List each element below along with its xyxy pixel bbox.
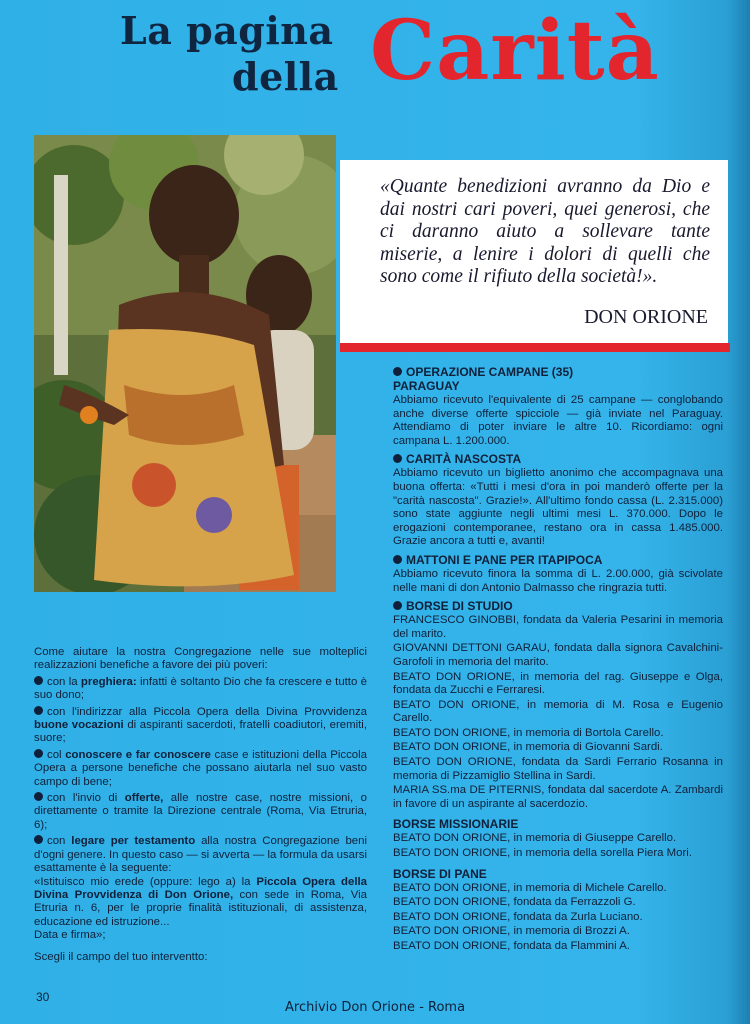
bullet-icon [34, 676, 43, 685]
list-item: FRANCESCO GINOBBI, fondata da Valeria Pesarini in memoria del marito. [393, 614, 723, 640]
quote-box [340, 160, 728, 343]
section-body: Abbiamo ricevuto un biglietto anonimo che accompagnava una buona offerta: «Tutti i mesi d'ora in poi manderò offerte per la "carità nascosta". Grazie!». All'ultimo fondo cassa (L. 2.315.000) sono state aggiunte negli ultimi mesi L. 370.000. Dopo le erogazioni contemporanee, restano ora in cassa 1.485.000. Grazie ancora a tutti e, avanti! [393, 467, 723, 548]
list-item: BEATO DON ORIONE, fondata da Ferrazzoli G. [393, 896, 636, 909]
bullet-icon [34, 706, 43, 715]
bullet-icon [34, 749, 43, 758]
closing-text: Scegli il campo del tuo interventto: [34, 950, 208, 963]
section-body: Abbiamo ricevuto l'equivalente di 25 campane — conglobando anche diverse offerte spicciole — già inviate nel Paraguay. Attendiamo di poter inviare le altre 10. Ricordiamo: ogni campana L. 1.200.000. [393, 394, 723, 447]
list-item: MARIA SS.ma DE PITERNIS, fondata dal sacerdote A. Zambardi in favore di un aspirante al sacerdozio. [393, 784, 723, 810]
section-mattoni [393, 553, 723, 595]
children-photo [34, 135, 336, 592]
bullet-icon [393, 555, 402, 564]
header-title-carita: Carità [370, 3, 660, 99]
way-vocations: con l'indirizzar alla Piccola Opera della Divina Provvidenza buone vocazioni di aspiranti sacerdoti, fratelli coadiutori, eremiti, suore; [34, 705, 368, 745]
list-item: GIOVANNI DETTONI GARAU, fondata dalla signora Cavalchini-Garofoli in memoria del marito. [393, 642, 723, 668]
section-borse-pane [393, 867, 723, 954]
list-item: BEATO DON ORIONE, in memoria della sorella Piera Mori. [393, 847, 692, 860]
section-title: BORSE DI PANE [393, 866, 487, 881]
section-title: OPERAZIONE CAMPANE (35) [406, 365, 574, 379]
red-divider [340, 343, 730, 352]
section-title: BORSE DI STUDIO [406, 599, 513, 614]
quote-text: «Quante benedizioni avranno da Dio e dai nostri cari poveri, quei generosi, che ci daranno aiuto a sollevare tante miserie, a lenire i dolori di quelli che sono come il rifiuto della società!». [380, 176, 710, 287]
list-item: BEATO DON ORIONE, fondata da Flammini A. [393, 940, 630, 952]
list-item: BEATO DON ORIONE, in memoria di Giuseppe Carello. [393, 832, 677, 845]
testament-formula: «Istituisco mio erede (oppure: lego a) la Piccola Opera della Divina Provvidenza di Don Orione, con sede in Roma, Via Etruria n. 6, per le proprie finalità istituzionali, di assistenza, educazione ed istruzione... [34, 875, 367, 928]
right-column [393, 365, 723, 958]
bullet-icon [393, 601, 402, 610]
section-campane [393, 365, 723, 448]
formula-end: Data e firma»; [34, 929, 106, 942]
list-item: BEATO DON ORIONE, in memoria di Giovanni Sardi. [393, 741, 663, 754]
section-body: Abbiamo ricevuto finora la somma di L. 2.00.000, già scivolate nelle mani di don Antonio Dalmasso che ringrazia tutti. [393, 567, 723, 594]
way-offers: con l'invio di offerte, alle nostre case, nostre missioni, o direttamente o tramite la Direzione centrale (Roma, Via Etruria, 6); [34, 792, 367, 831]
way-testament: con legare per testamento alla nostra Congregazione beni d'ogni genere. In questo caso — si avverta — la formula da usarsi esattamente è la seguente: [34, 835, 367, 875]
way-prayer: con la preghiera: infatti è soltanto Dio che fa crescere e tutto è suo dono; [34, 675, 367, 702]
section-carita-nascosta [393, 452, 723, 549]
list-item: BEATO DON ORIONE, in memoria di Michele Carello. [393, 881, 667, 894]
list-item: BEATO DON ORIONE, fondata da Sardi Ferrario Rosanna in memoria di Pizzamiglio Stellina in Sardi. [393, 756, 723, 782]
left-column [34, 646, 367, 967]
bullet-icon [34, 792, 43, 801]
bullet-icon [393, 367, 402, 376]
quote-author: DON ORIONE [584, 306, 708, 328]
section-title: CARITÀ NASCOSTA [406, 452, 522, 467]
header-line-1: La pagina [120, 8, 334, 53]
section-subtitle: PARAGUAY [393, 379, 460, 393]
archive-credit: Archivio Don Orione - Roma [285, 1000, 466, 1015]
list-item: BEATO DON ORIONE, fondata da Zurla Luciano. [393, 910, 643, 923]
page-number: 30 [36, 990, 50, 1004]
list-item: BEATO DON ORIONE, in memoria del rag. Giuseppe e Olga, fondata da Zucchi e Ferraresi. [393, 670, 723, 697]
list-item: BEATO DON ORIONE, in memoria di Bortola Carello. [393, 726, 664, 739]
header-line-2: della [232, 54, 339, 99]
bullet-icon [393, 454, 402, 463]
section-title: MATTONI E PANE PER ITAPIPOCA [406, 552, 603, 567]
intro-text: Come aiutare la nostra Congregazione nelle sue molteplici realizzazioni benefiche a favore dei più poveri: [34, 646, 367, 672]
section-borse-missionarie [393, 817, 723, 860]
list-item: BEATO DON ORIONE, in memoria di M. Rosa e Eugenio Carello. [393, 698, 723, 725]
bullet-icon [34, 835, 43, 844]
section-title: BORSE MISSIONARIE [393, 817, 519, 832]
section-borse-studio [393, 599, 723, 811]
list-item: BEATO DON ORIONE, in memoria di Brozzi A. [393, 925, 630, 938]
way-knowledge: col conoscere e far conoscere case e istituzioni della Piccola Opera a persone benefiche che possano aiutarla nel suo vasto campo di bene; [34, 748, 367, 788]
